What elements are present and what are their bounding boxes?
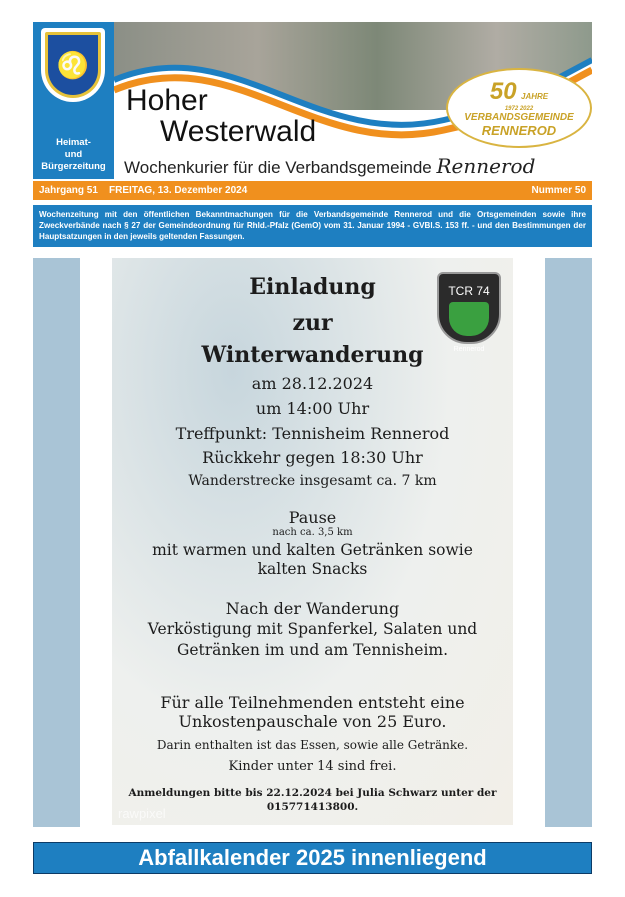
event-date: am 28.12.2024 (251, 374, 374, 393)
flyer-title: Winterwanderung (201, 342, 424, 368)
logo-sub: Rennerod (453, 346, 485, 353)
logo-text: TCR 74 (448, 284, 490, 298)
flyer-title: Einladung (249, 274, 376, 300)
side-label-line: und (64, 149, 83, 160)
food-line: Getränken im und am Tennisheim. (176, 641, 449, 659)
subtitle-script: Rennerod (436, 154, 536, 178)
coat-of-arms-icon: ♌ (41, 28, 105, 102)
side-label (33, 137, 114, 173)
included-note: Darin enthalten ist das Essen, sowie alle Getränke. (156, 738, 469, 752)
pause-heading: Pause (288, 508, 337, 527)
masthead-title-line2: Westerwald (160, 115, 317, 148)
subtitle-text: Wochenkurier für die Verbandsgemeinde (124, 158, 432, 177)
right-border-panel (545, 258, 592, 827)
drinks-line: kalten Snacks (257, 560, 368, 578)
event-flyer (112, 258, 513, 825)
side-label-line: Bürgerzeitung (41, 161, 106, 172)
fee-line: Für alle Teilnehmenden entsteht eine (160, 693, 465, 712)
badge-jahre: JAHRE (521, 92, 549, 101)
meeting-point: Treffpunkt: Tennisheim Rennerod (175, 424, 450, 443)
food-line: Verköstigung mit Spanferkel, Salaten und (147, 620, 478, 638)
issue-date: FREITAG, 13. Dezember 2024 (109, 185, 248, 196)
waste-calendar-banner: Abfallkalender 2025 innenliegend (33, 842, 592, 874)
masthead-title-line1: Hoher (126, 84, 208, 117)
flyer-title: zur (292, 310, 333, 336)
issue-bar (33, 181, 592, 200)
fee-line: Unkostenpauschale von 25 Euro. (178, 712, 447, 731)
distance: Wanderstrecke insgesamt ca. 7 km (188, 473, 437, 489)
legal-notice: Wochenzeitung mit den öffentlichen Bekanntmachungen für die Verbandsgemeinde Rennerod und die Ortsgemeinden sowie ihre Zweckverbände nach § 27 der Gemeindeordnung für Rhld.-Pfalz (GemO) vom 31. Januar 1994 - GVBl.S. 153 ff. - und den Bestimmungen der Hauptsatzungen in den jeweils geltenden Fassungen. (33, 205, 592, 247)
after-heading: Nach der Wanderung (225, 599, 400, 618)
anniversary-badge (446, 68, 592, 148)
issue-number: Nummer 50 (531, 185, 586, 196)
badge-line2: RENNEROD (481, 123, 557, 138)
registration-phone: 015771413800. (266, 801, 359, 813)
header-side-column (33, 22, 114, 179)
left-border-panel (33, 258, 80, 827)
badge-years: 1972 2022 (504, 106, 534, 112)
registration-line: Anmeldungen bitte bis 22.12.2024 bei Julia Schwarz unter der (128, 787, 497, 799)
event-time: um 14:00 Uhr (255, 399, 370, 418)
badge-line1: VERBANDSGEMEINDE (464, 112, 574, 123)
kids-note: Kinder unter 14 sind frei. (228, 759, 397, 774)
pause-note: nach ca. 3,5 km (272, 527, 353, 538)
side-label-line: Heimat- (56, 137, 91, 148)
issue-volume: Jahrgang 51 (39, 185, 98, 196)
drinks-line: mit warmen und kalten Getränken sowie (152, 541, 473, 559)
return-time: Rückkehr gegen 18:30 Uhr (202, 448, 423, 467)
watermark: rawpixel (118, 806, 166, 821)
masthead-subtitle (124, 154, 535, 178)
badge-number: 50 (489, 78, 517, 105)
